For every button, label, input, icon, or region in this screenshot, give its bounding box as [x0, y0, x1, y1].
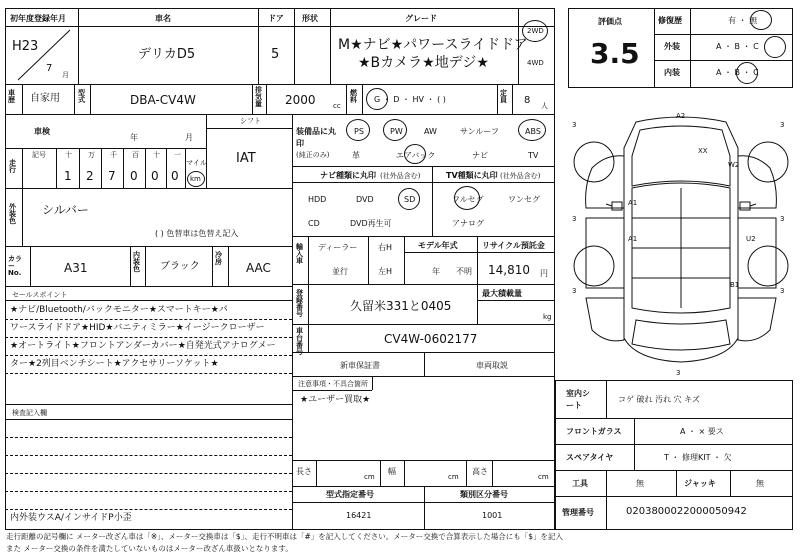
grade-label: グレード: [405, 14, 437, 23]
nav-cd: CD: [308, 219, 320, 228]
tv-fullseg: フルセグ: [452, 195, 484, 204]
diagram-num-4: 3: [780, 215, 785, 223]
inspector-text: 内外装ウスA/インサイドP小歪: [10, 513, 132, 523]
equip-abs: ABS: [525, 127, 541, 136]
interior-color: ブラック: [160, 261, 200, 272]
interior-options: A ・ B ・ C: [716, 68, 759, 77]
exterior-circle: [764, 36, 786, 58]
selling-line-4: ター★2列目ベンチシート★アクセサリーソケット★: [10, 359, 219, 369]
mileage-digit-4: 0: [151, 169, 159, 183]
digit-header-4: 十: [153, 151, 160, 159]
mileage-label: 走行: [9, 159, 16, 174]
recycle-unit: 円: [540, 269, 548, 278]
reg-month: 7: [46, 63, 53, 74]
equip-aw: AW: [424, 127, 437, 136]
capacity-unit: 人: [541, 102, 548, 110]
equip-leather: 革: [352, 151, 360, 160]
equip-airbag: エアバック: [396, 151, 436, 160]
length-label: 長さ: [296, 467, 312, 476]
use-value: 自家用: [30, 93, 60, 104]
digit-header-5: 一: [174, 151, 181, 159]
mgmt-value: 0203800022000050942: [626, 506, 747, 517]
tv-oneseg: ワンセグ: [508, 195, 540, 204]
drive-2wd: 2WD: [527, 27, 544, 35]
digit-header-2: 千: [110, 151, 117, 159]
model-year-unknown: 不明: [456, 267, 472, 276]
width-label: 幅: [388, 467, 396, 476]
mark-a1-top: A1: [628, 199, 638, 207]
chassis-label: 車台番号: [296, 327, 303, 356]
tools-value: 無: [636, 479, 644, 488]
tv-type-label: TV種類に丸印: [446, 171, 498, 180]
nav-type-sub: (社外品含む): [380, 172, 421, 180]
manual: 車両取説: [476, 361, 508, 370]
class-label: 類別区分番号: [460, 490, 508, 499]
recycle-label: リサイクル預託金: [482, 241, 545, 250]
import-label: 輸入車: [296, 243, 303, 265]
registration-label: 登録番号: [296, 289, 303, 318]
mark-w2: W2: [728, 161, 740, 169]
type-spec-value: 16421: [346, 511, 372, 520]
spare-label: スペアタイヤ: [566, 453, 614, 462]
mileage-digit-3: 0: [130, 169, 138, 183]
notes-label: 注意事項・不具合箇所: [298, 380, 368, 388]
car-name-label: 車名: [155, 14, 171, 23]
equip-airbag-circle: [404, 144, 426, 164]
tv-fullseg-circle: [454, 186, 480, 210]
nav-sd-circle: [398, 188, 420, 210]
seat-options: コゲ 破れ 汚れ 穴 キズ: [618, 395, 701, 404]
selling-line-2: ワースライドドア★HID★バニティミラー★イージークローザー: [10, 323, 265, 333]
equip-pw: PW: [390, 127, 403, 136]
diagram-num-5: 3: [572, 287, 577, 295]
diagram-num-6: 3: [780, 287, 785, 295]
selling-line-3: ★オートライト★フロントアンダーカバー★自発光式アナログメー: [10, 341, 276, 351]
shift-value: IAT: [236, 151, 256, 166]
equip-pw-circle: [383, 119, 407, 141]
height-unit: cm: [538, 473, 549, 481]
mark-a1-bottom: A1: [628, 235, 638, 243]
inspector-label: 検査記入欄: [12, 409, 47, 417]
displacement: 2000: [285, 93, 316, 107]
first-reg-label: 初年度登録年月: [10, 14, 66, 23]
model-year-label: モデル年式: [418, 241, 458, 250]
warranty: 新車保証書: [340, 361, 380, 370]
color-code: A31: [64, 261, 88, 275]
mark-a2: A2: [676, 112, 686, 120]
repair-label: 修復歴: [658, 16, 682, 25]
chassis-number: CV4W-0602177: [384, 332, 478, 346]
equipment-label: 装備品に丸印: [296, 127, 336, 148]
digit-header-1: 万: [88, 151, 95, 159]
equip-sunroof: サンルーフ: [460, 127, 499, 136]
length-unit: cm: [364, 473, 375, 481]
car-name: デリカD5: [138, 47, 196, 62]
car-damage-diagram: [566, 108, 796, 378]
grade-line-1: M★ナビ★パワースライドドア: [338, 37, 528, 53]
nav-hdd: HDD: [308, 195, 327, 204]
spare-options: T ・ 修理KIT ・ 欠: [664, 453, 732, 462]
import-right-h: 右H: [378, 243, 393, 252]
digit-header-3: 百: [132, 151, 139, 159]
inspection-label: 車検: [34, 127, 50, 136]
mark-xx: XX: [698, 147, 708, 155]
mile-label: マイル: [186, 159, 207, 167]
rating-label: 評価点: [598, 17, 622, 26]
selling-line-1: ★ナビ/Bluetooth/バックモニター★スマートキー★パ: [10, 305, 228, 315]
import-dealer: ディーラー: [318, 243, 358, 252]
equip-ps: PS: [354, 127, 364, 136]
displacement-label: 排気量: [255, 86, 262, 108]
ac-label: 冷房: [215, 251, 222, 266]
import-parallel: 並行: [332, 267, 348, 276]
type-spec-label: 型式指定番号: [326, 490, 374, 499]
equip-nav: ナビ: [472, 151, 488, 160]
tv-type-sub: (社外品含む): [500, 172, 541, 180]
diagram-num-7: 3: [676, 369, 681, 377]
displacement-unit: cc: [333, 102, 341, 110]
equip-ps-circle: [346, 119, 370, 141]
selling-points-label: セールスポイント: [12, 291, 68, 299]
color-value: シルバー: [42, 203, 89, 217]
digit-header-0: 十: [65, 151, 72, 159]
mileage-digit-0: 1: [64, 169, 72, 183]
exterior-options: A ・ B ・ C: [716, 42, 759, 51]
import-left-h: 左H: [378, 267, 393, 276]
ac-value: AAC: [246, 261, 271, 275]
max-load-unit: kg: [543, 313, 552, 321]
mileage-sub: 記号: [32, 151, 46, 159]
tools-label: 工具: [572, 479, 588, 488]
capacity: 8: [524, 95, 531, 106]
glass-options: A ・ × 要ス: [680, 427, 724, 436]
reg-month-unit: 月: [62, 71, 69, 79]
fuel-options: G ・ D ・ HV ・ ( ): [374, 95, 446, 104]
inspection-month-unit: 月: [185, 133, 193, 142]
mileage-digit-5: 0: [171, 169, 179, 183]
color-label: 外装色: [9, 203, 16, 225]
height-label: 高さ: [472, 467, 488, 476]
nav-sd: SD: [404, 195, 416, 204]
inspection-year-unit: 年: [130, 133, 138, 142]
repair-circle: [750, 10, 772, 30]
shift-label: シフト: [240, 117, 261, 125]
mark-b1: B1: [730, 281, 740, 289]
repair-options: 有 ・ 無: [728, 16, 758, 25]
main-sheet: [5, 8, 555, 530]
door-label: ドア: [268, 14, 284, 23]
use-label: 車歴: [8, 89, 15, 104]
rating-score: 3.5: [590, 37, 640, 70]
shape-label: 形状: [302, 14, 318, 23]
diagram-num-3: 3: [572, 215, 577, 223]
nav-dvd: DVD: [356, 195, 374, 204]
mgmt-label: 管理番号: [562, 508, 594, 517]
mileage-digit-1: 2: [86, 169, 94, 183]
registration-number: 久留米331と0405: [350, 299, 452, 313]
interior-circle: [736, 62, 758, 84]
footer-line-1: 走行距離の記号欄に メーター改ざん車は「※」、メーター交換車は「$」、走行不明車は「#」を記入してください。メーター交換で合算表示した場合にも「$」を記入: [6, 532, 563, 541]
color-code-label: カラーNo.: [8, 255, 22, 277]
jack-label: ジャッキ: [684, 479, 716, 488]
width-unit: cm: [448, 473, 459, 481]
seat-label: 室内シート: [566, 389, 590, 410]
glass-label: フロントガラス: [566, 427, 622, 436]
jack-value: 無: [756, 479, 764, 488]
equip-abs-circle: [518, 119, 546, 141]
reg-year: H23: [12, 39, 39, 54]
recycle-value: 14,810: [488, 263, 530, 277]
mileage-digit-2: 7: [108, 169, 116, 183]
interior-label: 内装: [664, 68, 680, 77]
fuel-circle: [366, 88, 388, 110]
doors: 5: [271, 47, 280, 62]
nav-type-label: ナビ種類に丸印: [320, 171, 376, 180]
color-note: ( ) 色替車は色替え記入: [155, 229, 239, 238]
km-label: km: [190, 175, 201, 183]
drive-4wd: 4WD: [527, 59, 544, 67]
diagram-num-2: 3: [780, 121, 785, 129]
model-label: 型式: [78, 89, 85, 104]
mark-u2: U2: [746, 235, 756, 243]
tv-analog: アナログ: [452, 219, 484, 228]
equip-tv: TV: [528, 151, 539, 160]
nav-dvd-play: DVD再生可: [350, 219, 392, 228]
fuel-label: 燃料: [350, 89, 357, 104]
model: DBA-CV4W: [130, 93, 196, 107]
interior-color-label: 内装色: [133, 251, 140, 273]
footer-line-2: また メーター交換の条件を満たしていないものはメーター改ざん車扱いとなります。: [6, 544, 293, 553]
max-load-label: 最大積載量: [482, 289, 522, 298]
class-value: 1001: [482, 511, 503, 520]
grade-line-2: ★Bカメラ★地デジ★: [358, 55, 489, 71]
diagram-num-1: 3: [572, 121, 577, 129]
model-year-unit: 年: [432, 267, 440, 276]
equipment-sub: (純正のみ): [296, 151, 330, 159]
capacity-label: 定員: [500, 89, 507, 104]
exterior-label: 外装: [664, 42, 680, 51]
notes-text: ★ユーザー買取★: [300, 395, 371, 405]
